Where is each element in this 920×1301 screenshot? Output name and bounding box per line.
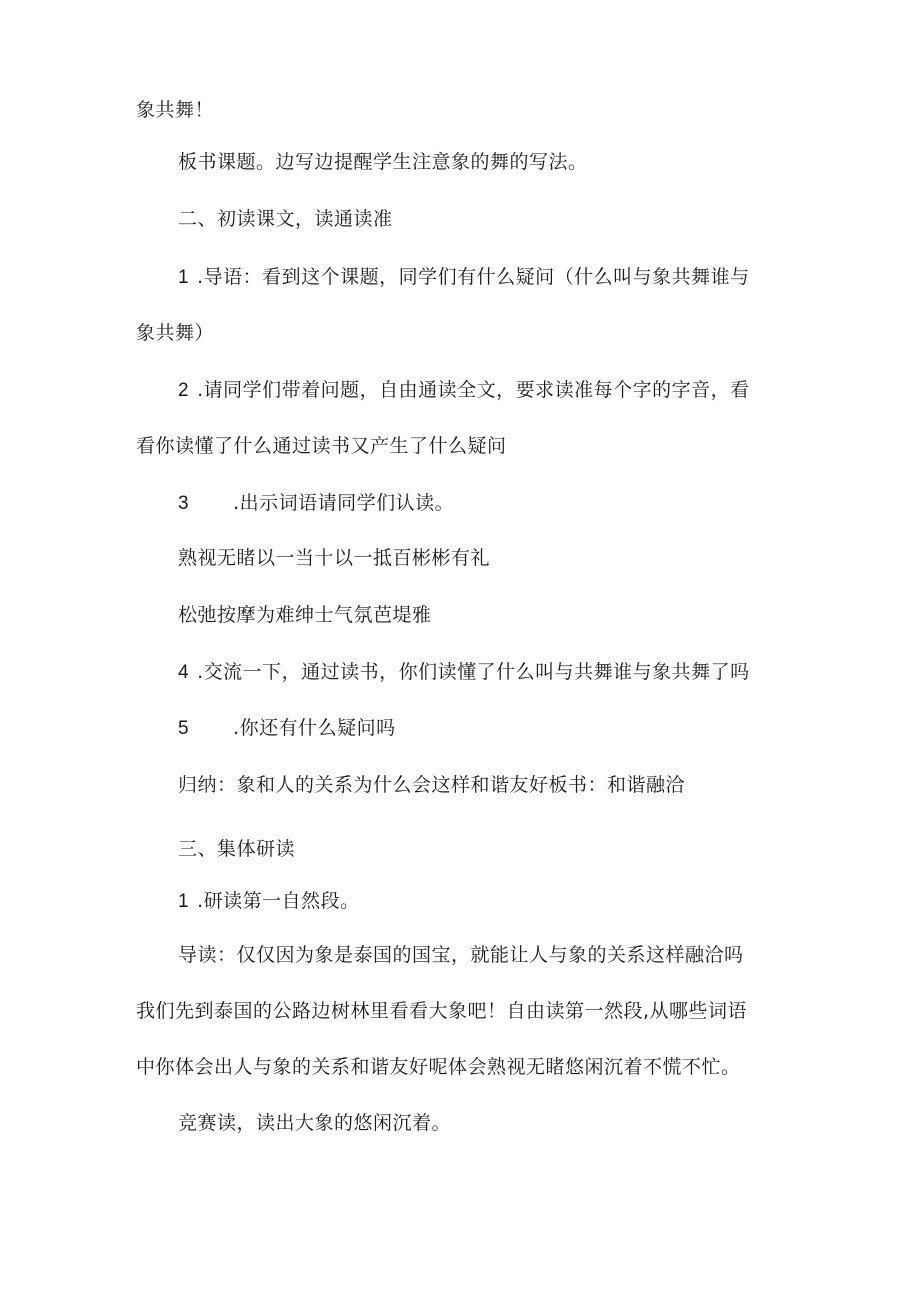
paragraph-line: 象共舞！ — [136, 99, 215, 121]
list-item-number: 1 — [178, 891, 190, 912]
paragraph-line: 竞赛读，读出大象的悠闲沉着。 — [178, 1112, 452, 1134]
list-item-text: .导语：看到这个课题，同学们有什么疑问（什么叫与象共舞谁与 — [197, 266, 750, 288]
list-item — [178, 659, 750, 686]
list-item-text: .请同学们带着问题，自由通读全文，要求读准每个字的字音，看 — [197, 379, 750, 401]
list-item-number: 1 — [178, 267, 190, 288]
list-item — [178, 490, 454, 517]
list-item — [178, 377, 750, 404]
list-item-text: .你还有什么疑问吗 — [233, 717, 396, 739]
section-heading: 三、集体研读 — [178, 838, 296, 860]
paragraph-line: 归纳：象和人的关系为什么会这样和谐友好板书：和谐融洽 — [178, 774, 686, 796]
paragraph-line: 我们先到泰国的公路边树林里看看大象吧！自由读第一然段,从哪些词语 — [136, 1000, 748, 1022]
paragraph-line: 看你读懂了什么通过读书又产生了什么疑问 — [136, 435, 507, 457]
paragraph-line: 板书课题。边写边提醒学生注意象的舞的写法。 — [178, 151, 588, 173]
list-item — [178, 888, 360, 915]
list-item-number: 4 — [178, 662, 190, 683]
section-heading: 二、初读课文，读通读准 — [178, 208, 393, 230]
paragraph-line: 象共舞） — [136, 322, 215, 344]
list-item-text: .研读第一自然段。 — [197, 890, 360, 912]
list-item-text: .交流一下，通过读书，你们读懂了什么叫与共舞谁与象共舞了吗 — [197, 661, 750, 683]
paragraph-line: 中你体会出人与象的关系和谐友好呢体会熟视无睹悠闲沉着不慌不忙。 — [136, 1056, 741, 1078]
list-item-number: 3 — [178, 493, 190, 514]
vocabulary-line: 熟视无睹以一当十以一抵百彬彬有礼 — [178, 547, 491, 569]
vocabulary-line: 松弛按摩为难绅士气氛芭堤雅 — [178, 604, 432, 626]
list-item — [178, 264, 750, 291]
list-item-number: 2 — [178, 380, 190, 401]
paragraph-line: 导读：仅仅因为象是泰国的国宝，就能让人与象的关系这样融洽吗 — [178, 944, 744, 966]
list-item-text: .出示词语请同学们认读。 — [233, 492, 455, 514]
list-item — [178, 715, 396, 742]
list-item-number: 5 — [178, 718, 190, 739]
